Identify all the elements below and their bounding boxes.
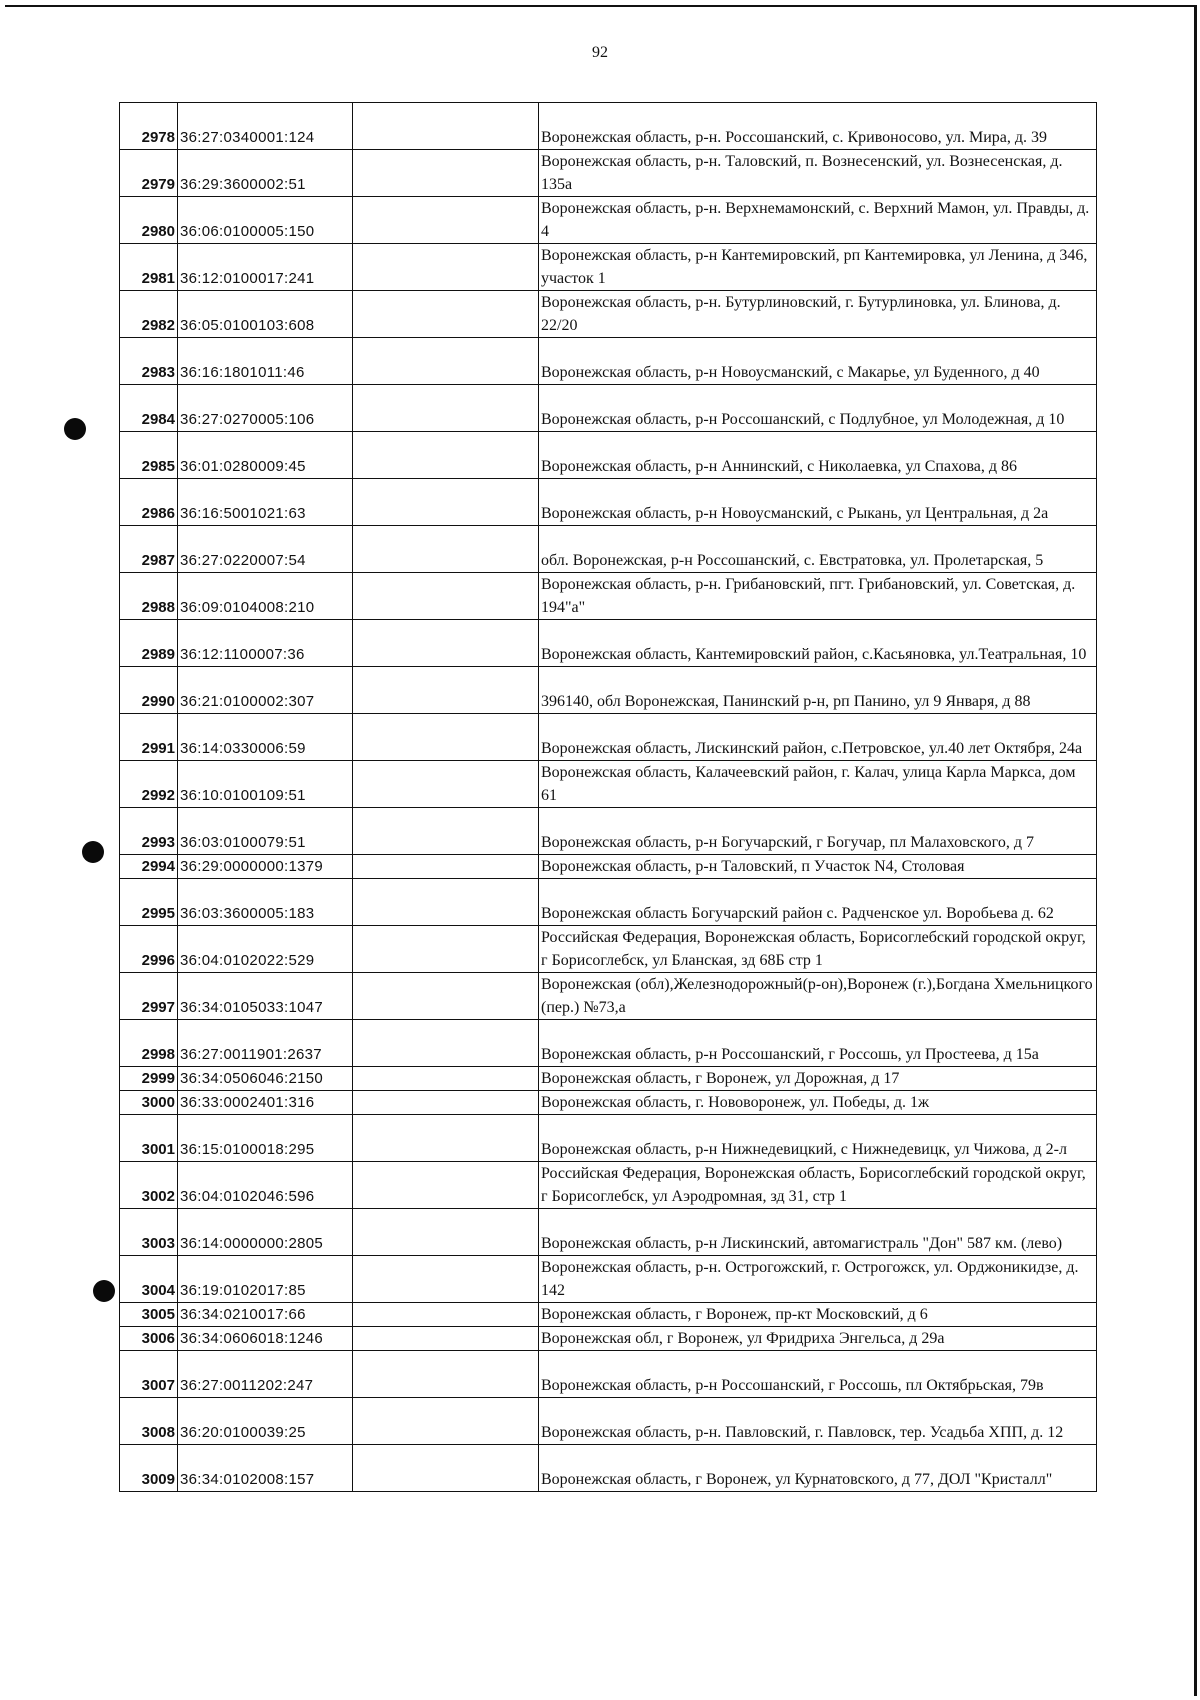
cadastral-number-cell: 36:34:0506046:2150 <box>178 1067 353 1091</box>
address-cell: Воронежская область, р-н Новоусманский, с Рыкань, ул Центральная, д 2а <box>539 479 1097 526</box>
address-cell: Воронежская область Богучарский район с. Радченское ул. Воробьева д. 62 <box>539 879 1097 926</box>
empty-cell <box>353 573 539 620</box>
cadastral-number-cell: 36:34:0102008:157 <box>178 1445 353 1492</box>
cadastral-number-cell: 36:04:0102022:529 <box>178 926 353 973</box>
table-row <box>120 479 1097 526</box>
punch-hole-mark <box>64 418 86 440</box>
empty-cell <box>353 479 539 526</box>
cadastral-number-cell: 36:29:0000000:1379 <box>178 855 353 879</box>
table-row <box>120 385 1097 432</box>
cadastral-number-cell: 36:12:0100017:241 <box>178 244 353 291</box>
address-cell: Воронежская область, р-н. Грибановский, пгт. Грибановский, ул. Советская, д. 194"а" <box>539 573 1097 620</box>
empty-cell <box>353 926 539 973</box>
empty-cell <box>353 103 539 150</box>
cadastral-number-cell: 36:20:0100039:25 <box>178 1398 353 1445</box>
table-row <box>120 103 1097 150</box>
cadastral-number-cell: 36:29:3600002:51 <box>178 150 353 197</box>
empty-cell <box>353 1115 539 1162</box>
row-number-cell: 2997 <box>120 973 178 1020</box>
row-number-cell: 2996 <box>120 926 178 973</box>
table-row <box>120 1115 1097 1162</box>
row-number-cell: 2987 <box>120 526 178 573</box>
address-cell: Воронежская область, р-н Россошанский, г Россошь, ул Простеева, д 15а <box>539 1020 1097 1067</box>
row-number-cell: 3009 <box>120 1445 178 1492</box>
row-number-cell: 3003 <box>120 1209 178 1256</box>
empty-cell <box>353 526 539 573</box>
row-number-cell: 2989 <box>120 620 178 667</box>
empty-cell <box>353 973 539 1020</box>
row-number-cell: 2990 <box>120 667 178 714</box>
empty-cell <box>353 855 539 879</box>
address-cell: Воронежская область, Лискинский район, с.Петровское, ул.40 лет Октября, 24а <box>539 714 1097 761</box>
cadastral-number-cell: 36:16:5001021:63 <box>178 479 353 526</box>
table-row <box>120 667 1097 714</box>
cadastral-number-cell: 36:14:0000000:2805 <box>178 1209 353 1256</box>
empty-cell <box>353 1303 539 1327</box>
row-number-cell: 2991 <box>120 714 178 761</box>
cadastral-number-cell: 36:10:0100109:51 <box>178 761 353 808</box>
table-row <box>120 714 1097 761</box>
address-cell: Воронежская (обл),Железнодорожный(р-он),Воронеж (г.),Богдана Хмельницкого (пер.) №73,а <box>539 973 1097 1020</box>
table-row <box>120 1327 1097 1351</box>
address-cell: Воронежская область, Кантемировский район, с.Касьяновка, ул.Театральная, 10 <box>539 620 1097 667</box>
cadastral-number-cell: 36:27:0270005:106 <box>178 385 353 432</box>
cadastral-number-cell: 36:05:0100103:608 <box>178 291 353 338</box>
cadastral-number-cell: 36:34:0105033:1047 <box>178 973 353 1020</box>
table-row <box>120 808 1097 855</box>
cadastral-number-cell: 36:01:0280009:45 <box>178 432 353 479</box>
cadastral-number-cell: 36:27:0011901:2637 <box>178 1020 353 1067</box>
row-number-cell: 3002 <box>120 1162 178 1209</box>
address-cell: обл. Воронежская, р-н Россошанский, с. Евстратовка, ул. Пролетарская, 5 <box>539 526 1097 573</box>
row-number-cell: 2986 <box>120 479 178 526</box>
address-cell: Воронежская область, р-н. Бутурлиновский, г. Бутурлиновка, ул. Блинова, д. 22/20 <box>539 291 1097 338</box>
row-number-cell: 2981 <box>120 244 178 291</box>
table-body <box>120 103 1097 1492</box>
address-cell: Воронежская область, р-н Богучарский, г Богучар, пл Малаховского, д 7 <box>539 808 1097 855</box>
address-cell: Воронежская область, р-н Лискинский, автомагистраль "Дон" 587 км. (лево) <box>539 1209 1097 1256</box>
table-row <box>120 973 1097 1020</box>
punch-hole-mark <box>93 1280 115 1302</box>
address-cell: Воронежская область, р-н. Верхнемамонский, с. Верхний Мамон, ул. Правды, д. 4 <box>539 197 1097 244</box>
table-row <box>120 1351 1097 1398</box>
address-cell: Российская Федерация, Воронежская область, Борисоглебский городской округ, г Борисоглебск, ул Аэродромная, зд 31, стр 1 <box>539 1162 1097 1209</box>
row-number-cell: 2980 <box>120 197 178 244</box>
row-number-cell: 2995 <box>120 879 178 926</box>
address-cell: Воронежская область, р-н Нижнедевицкий, с Нижнедевицк, ул Чижова, д 2-л <box>539 1115 1097 1162</box>
row-number-cell: 3006 <box>120 1327 178 1351</box>
empty-cell <box>353 761 539 808</box>
cadastral-number-cell: 36:03:3600005:183 <box>178 879 353 926</box>
cadastral-number-cell: 36:06:0100005:150 <box>178 197 353 244</box>
table-row <box>120 855 1097 879</box>
cadastral-number-cell: 36:27:0011202:247 <box>178 1351 353 1398</box>
row-number-cell: 2993 <box>120 808 178 855</box>
cadastral-number-cell: 36:33:0002401:316 <box>178 1091 353 1115</box>
empty-cell <box>353 1020 539 1067</box>
empty-cell <box>353 667 539 714</box>
row-number-cell: 2985 <box>120 432 178 479</box>
empty-cell <box>353 620 539 667</box>
address-cell: Воронежская область, р-н. Таловский, п. Вознесенский, ул. Вознесенская, д. 135а <box>539 150 1097 197</box>
empty-cell <box>353 1067 539 1091</box>
empty-cell <box>353 1445 539 1492</box>
table-row <box>120 1398 1097 1445</box>
table-row <box>120 620 1097 667</box>
address-cell: Воронежская область, р-н. Острогожский, г. Острогожск, ул. Орджоникидзе, д. 142 <box>539 1256 1097 1303</box>
empty-cell <box>353 1327 539 1351</box>
address-cell: Воронежская область, р-н Новоусманский, с Макарье, ул Буденного, д 40 <box>539 338 1097 385</box>
row-number-cell: 2983 <box>120 338 178 385</box>
table-row <box>120 150 1097 197</box>
address-cell: Воронежская область, г Воронеж, ул Курнатовского, д 77, ДОЛ "Кристалл" <box>539 1445 1097 1492</box>
cadastral-number-cell: 36:34:0606018:1246 <box>178 1327 353 1351</box>
cadastral-number-cell: 36:27:0340001:124 <box>178 103 353 150</box>
punch-hole-mark <box>82 841 104 863</box>
table-row <box>120 1209 1097 1256</box>
table-row <box>120 338 1097 385</box>
address-cell: Воронежская область, р-н Россошанский, г Россошь, пл Октябрьская, 79в <box>539 1351 1097 1398</box>
page-number: 92 <box>592 44 608 61</box>
address-cell: Воронежская область, Калачеевский район, г. Калач, улица Карла Маркса, дом 61 <box>539 761 1097 808</box>
empty-cell <box>353 1162 539 1209</box>
empty-cell <box>353 1398 539 1445</box>
cadastral-number-cell: 36:14:0330006:59 <box>178 714 353 761</box>
address-cell: Воронежская обл, г Воронеж, ул Фридриха Энгельса, д 29а <box>539 1327 1097 1351</box>
table-row <box>120 291 1097 338</box>
empty-cell <box>353 1091 539 1115</box>
cadastral-number-cell: 36:21:0100002:307 <box>178 667 353 714</box>
table-row <box>120 1067 1097 1091</box>
address-cell: Воронежская область, г Воронеж, ул Дорожная, д 17 <box>539 1067 1097 1091</box>
empty-cell <box>353 1256 539 1303</box>
empty-cell <box>353 432 539 479</box>
address-cell: Воронежская область, р-н. Павловский, г. Павловск, тер. Усадьба ХПП, д. 12 <box>539 1398 1097 1445</box>
table-row <box>120 197 1097 244</box>
row-number-cell: 2984 <box>120 385 178 432</box>
row-number-cell: 3005 <box>120 1303 178 1327</box>
empty-cell <box>353 385 539 432</box>
row-number-cell: 3001 <box>120 1115 178 1162</box>
empty-cell <box>353 1209 539 1256</box>
table-row <box>120 1091 1097 1115</box>
address-cell: Российская Федерация, Воронежская область, Борисоглебский городской округ, г Борисоглебск, ул Бланская, зд 68Б стр 1 <box>539 926 1097 973</box>
cadastral-number-cell: 36:15:0100018:295 <box>178 1115 353 1162</box>
row-number-cell: 2992 <box>120 761 178 808</box>
address-cell: 396140, обл Воронежская, Панинский р-н, рп Панино, ул 9 Января, д 88 <box>539 667 1097 714</box>
empty-cell <box>353 291 539 338</box>
address-cell: Воронежская область, р-н. Россошанский, с. Кривоносово, ул. Мира, д. 39 <box>539 103 1097 150</box>
table-row <box>120 1303 1097 1327</box>
cadastral-number-cell: 36:03:0100079:51 <box>178 808 353 855</box>
empty-cell <box>353 244 539 291</box>
row-number-cell: 2982 <box>120 291 178 338</box>
table-row <box>120 1256 1097 1303</box>
table-row <box>120 1162 1097 1209</box>
empty-cell <box>353 1351 539 1398</box>
row-number-cell: 2994 <box>120 855 178 879</box>
row-number-cell: 2999 <box>120 1067 178 1091</box>
cadastral-number-cell: 36:09:0104008:210 <box>178 573 353 620</box>
cadastral-number-cell: 36:27:0220007:54 <box>178 526 353 573</box>
cadastral-number-cell: 36:34:0210017:66 <box>178 1303 353 1327</box>
row-number-cell: 3007 <box>120 1351 178 1398</box>
cadastral-number-cell: 36:12:1100007:36 <box>178 620 353 667</box>
empty-cell <box>353 808 539 855</box>
row-number-cell: 3000 <box>120 1091 178 1115</box>
property-registry-table <box>119 102 1097 1492</box>
empty-cell <box>353 714 539 761</box>
address-cell: Воронежская область, р-н Таловский, п Участок N4, Столовая <box>539 855 1097 879</box>
cadastral-number-cell: 36:19:0102017:85 <box>178 1256 353 1303</box>
row-number-cell: 3004 <box>120 1256 178 1303</box>
row-number-cell: 2988 <box>120 573 178 620</box>
row-number-cell: 2978 <box>120 103 178 150</box>
address-cell: Воронежская область, г Воронеж, пр-кт Московский, д 6 <box>539 1303 1097 1327</box>
table-row <box>120 1020 1097 1067</box>
empty-cell <box>353 879 539 926</box>
table-row <box>120 1445 1097 1492</box>
table-row <box>120 526 1097 573</box>
table-row <box>120 432 1097 479</box>
empty-cell <box>353 197 539 244</box>
address-cell: Воронежская область, г. Нововоронеж, ул. Победы, д. 1ж <box>539 1091 1097 1115</box>
table-row <box>120 761 1097 808</box>
row-number-cell: 3008 <box>120 1398 178 1445</box>
table-row <box>120 573 1097 620</box>
address-cell: Воронежская область, р-н Аннинский, с Николаевка, ул Спахова, д 86 <box>539 432 1097 479</box>
table-row <box>120 879 1097 926</box>
cadastral-number-cell: 36:16:1801011:46 <box>178 338 353 385</box>
row-number-cell: 2998 <box>120 1020 178 1067</box>
cadastral-number-cell: 36:04:0102046:596 <box>178 1162 353 1209</box>
address-cell: Воронежская область, р-н Кантемировский, рп Кантемировка, ул Ленина, д 346, участок 1 <box>539 244 1097 291</box>
table-row <box>120 926 1097 973</box>
empty-cell <box>353 150 539 197</box>
row-number-cell: 2979 <box>120 150 178 197</box>
empty-cell <box>353 338 539 385</box>
table-row <box>120 244 1097 291</box>
address-cell: Воронежская область, р-н Россошанский, с Подлубное, ул Молодежная, д 10 <box>539 385 1097 432</box>
